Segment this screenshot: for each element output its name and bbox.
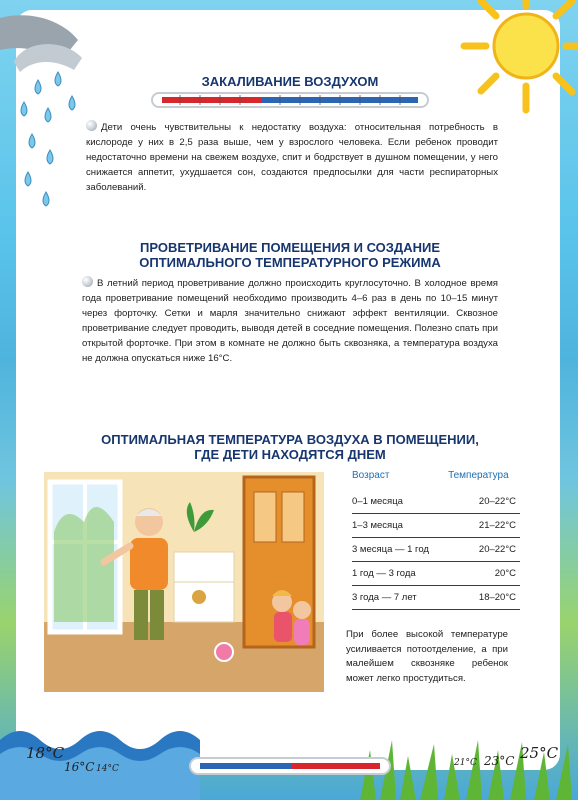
section1-paragraph — [86, 120, 498, 195]
room-illustration — [44, 472, 324, 692]
section2-title-line1: ПРОВЕТРИВАНИЕ ПОМЕЩЕНИЯ И СОЗДАНИЕ — [139, 240, 440, 255]
table-header-row — [352, 466, 520, 490]
section3-title-line2: ГДЕ ДЕТИ НАХОДЯТСЯ ДНЕМ — [194, 447, 386, 462]
temp-label-21: 21°С — [454, 758, 477, 768]
temp-label-14: 14°С — [96, 764, 119, 774]
temp-label-23: 23°С — [484, 754, 515, 768]
temperature-cell: 20°С — [442, 562, 520, 586]
age-cell: 3 месяца — 1 год — [352, 538, 442, 562]
table-row — [352, 490, 520, 514]
bullet-icon — [86, 120, 97, 131]
section3-title — [70, 432, 510, 462]
table-row — [352, 538, 520, 562]
thermometer-icon — [150, 90, 430, 110]
temperature-cell: 20–22°С — [442, 538, 520, 562]
temperature-cell: 21–22°С — [442, 514, 520, 538]
temp-label-18: 18°С — [26, 744, 65, 762]
section1-text: Дети очень чувствительны к недостатку воздуха: относительная потребность в кислороде у них в 2,5 раза выше, чем у взрослого человека. Если ребенок проводит недостаточно времени на свежем воздухе, спит и бодрствует в душном помещении, у него снижается аппетит, ухудшается сон, создаются предпосылки для части респираторных заболеваний. — [86, 122, 498, 193]
note-text: При более высокой температуре усиливается потоотделение, а при малейшем сквозняке ребенок может легко простудиться. — [346, 629, 508, 684]
temperature-cell: 20–22°С — [442, 490, 520, 514]
temp-label-25: 25°С — [520, 744, 559, 762]
table-row — [352, 586, 520, 610]
age-cell: 1–3 месяца — [352, 514, 442, 538]
age-cell: 0–1 месяца — [352, 490, 442, 514]
section2-title — [110, 240, 470, 270]
section3-title-line1: ОПТИМАЛЬНАЯ ТЕМПЕРАТУРА ВОЗДУХА В ПОМЕЩЕНИИ, — [101, 432, 479, 447]
section2-title-line2: ОПТИМАЛЬНОГО ТЕМПЕРАТУРНОГО РЕЖИМА — [139, 255, 441, 270]
temperature-cell: 18–20°С — [442, 586, 520, 610]
section2-paragraph — [82, 276, 498, 366]
table-row — [352, 562, 520, 586]
header-temperature: Температура — [448, 470, 509, 481]
age-cell: 3 года — 7 лет — [352, 586, 442, 610]
shower-icon — [0, 0, 90, 210]
section2-text: В летний период проветривание должно происходить круглосуточно. В холодное время года проветривание помещений необходимо производить 4–6 раз в день по 10–15 минут через форточку. Сетки и марля значительно снижают эффект вентиляции. Сквозное проветривание следует проводить, выводя детей в соседние помещения. Полезно спать при открытой форточке. При этом в комнате не должно быть сквозняка, а температура воздуха не должна опускаться ниже 16°С. — [82, 278, 498, 364]
section1-title: ЗАКАЛИВАНИЕ ВОЗДУХОМ — [201, 74, 379, 89]
bullet-icon — [82, 276, 93, 287]
age-cell: 1 год — 3 года — [352, 562, 442, 586]
header-age: Возраст — [352, 470, 390, 481]
temperature-table — [352, 466, 520, 610]
temp-label-16: 16°С — [64, 760, 95, 774]
sun-icon — [456, 0, 578, 116]
table-row — [352, 514, 520, 538]
